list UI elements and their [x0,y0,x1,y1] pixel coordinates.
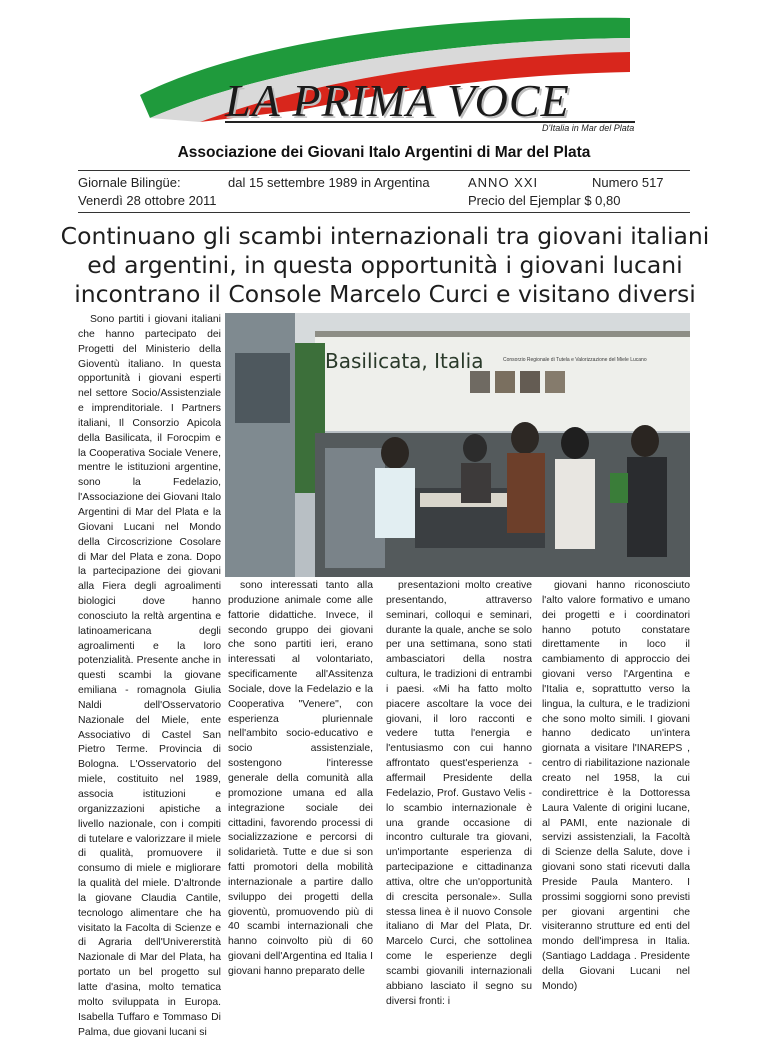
article-photo [225,313,690,577]
price: Precio del Ejemplar $ 0,80 [468,193,621,208]
article-text-col3: presentazioni molto creative presentando, attraverso seminari, colloqui e seminari, durante la quale, anche se solo per una settimana, sono stati ambasciatori della nostra cultura, le tradizioni di entrambi i paesi. «Mi ha fatto molto piacere ascoltare la voce dei giovani, il loro racconti e vedere tutta l'energia e l'entusiasmo con cui hanno affrontato quest'esperienza - affermail Presidente della Fedelazio, Prof. Gustavo Velis - lo scambio internazionale è una grande occasione di incontro culturale tra giovani, un'importante esperienza di partecipazione e cittadinanza attiva, oltre che un'opportunità di crescita personale». Sulla stessa linea è il nuovo Console italiano di Mar del Plata, Dr. Marcelo Curci, che sottolinea come le esperienze degli scambi giovanili internazionali abbiano lasciato il segno su diversi fronti: i [386,580,532,1007]
founded-since: dal 15 settembre 1989 in Argentina [228,175,430,190]
organization-title: Associazione dei Giovani Italo Argentini di Mar del Plata [177,144,591,161]
article-column-2 [228,579,373,977]
masthead [0,0,768,140]
logo-tagline: D'Italia in Mar del Plata [542,123,635,133]
issue-number: Numero 517 [592,175,664,190]
article-text-col4: giovani hanno riconosciuto l'alto valore formativo e umano dei progetti e i coordinatori hanno potuto constatare direttamente in loco il cambiamento di approccio dei giovani verso l'Argentina e l'Italia e, soprattutto verso la lingua, la cultura, e le tradizioni che sono molto simili. I giovani hanno dedicato un'intera giornata a visitare l'INAREPS , centro di riabilitazione nazionale creato nel 1958, la cui condirettrice è la Dottoressa Laura Valente di origini lucane, al PAMI, ente nazionale di servizi assistenziali, la Facoltà di Scienze della Salute, dove i giovani sono stati ricevuti dalla Preside Paula Mantero. I prossimi soggiorni sono previsti per giovani argentini che visiteranno strutture ed enti del mondo dell'impresa in Italia. (Santiago Laddaga . Presidente della Giovani Lucani nel Mondo) [542,580,690,992]
bottom-rule [78,212,690,213]
headline: Continuano gli scambi internazionali tra giovani italiani ed argentini, in questa opportunità i giovani lucani incontrano il Console Marcelo Curci e visitano diversi [60,222,710,308]
paper-type: Giornale Bilingüe: [78,175,181,190]
issue-date: Venerdì 28 ottobre 2011 [78,193,217,208]
article-column-4 [542,579,690,992]
article-text-col1: Sono partiti i giovani italiani che hanno partecipato dei Progetti del Ministerio della Gioventù italiano. In questa opportunità i giovani esperti nel settore Socio/Assistenziale e imprenditoriale. I Partners italiani, Il Consorzio Apicola della Basilicata, il Forocpim e la Cooperativa Sociale Venere, mentre le istituzioni argentine, sono la Fedelazio, l'Associazione dei Giovani Italo Argentini di Mar del Plata e la Giovani Lucani nel Mondo della Circoscrizione Cosolare di Mar del Plata e zona. Dopo la partecipazione dei giovani alla Fiera degli agroalimenti biologici dove hanno conosciuto la reltà argentina e latinoamericana degli agroalimenti e la loro potenzialità. Presente anche in questi scambi la giovane emiliana - romagnola Giulia Naldi dell'Osservatorio Nazionale del Miele, ente Associativo di Castel San Pietro Terme. Provincia di Bologna. L'Osservatorio del miele, costituito nel 1989, associa istituzioni e organizzazioni apistiche a livello nazionale, con i compiti di tutelare e valorizzare il miele di qualità, promuovere il consumo di miele e migliorare la qualità del miele. D'altronde la giovane Claudia Cantile, tecnologo alimentare che ha visitato la Facolta di Scienze e di Agraria dell'Univererstità Nazionale di Mar del Plata, ha portato un bel progetto sul latte d'asina, molto tematica molto sviluppata in Europa. Isabella Tuffaro e Tommaso Di Palma, due giovani lucani si [78,314,221,1038]
article-text-col2: sono interessati tanto alla produzione animale come alle fattorie didattiche. Invece, il secondo gruppo dei giovani che sono partiti ieri, erano interessati al volontariato, specificamente all'Assitenza Sociale, dove la Fedelazio e la Cooperativa "Venere", con esperienza pluriennale nell'ambito socio-educativo e socio assistenziale, sostengono l'interesse generale della comunità alla promozione umana ed alla integrazione sociale dei cittadini, favorendo processi di socializzazione e percorsi di solidarietà. Tutte e due si son fatti promotori della mobilità internazionale a partire dallo sviluppo dei progetti della gioventù, promuovendo più di 40 scambi internazionali che hanno coinvolto più di 60 giovani dell'Argentina ed Italia I giovani hanno preparato delle [228,580,373,977]
photo-banner-main: Basilicata, Italia [325,349,484,373]
article-column-1 [78,313,221,1038]
article-column-3 [386,579,532,1007]
photo-banner-sub: Consorzio Regionale di Tutela e Valorizzazione del Miele Lucano [503,357,647,363]
year-label: ANNO XXI [468,175,539,190]
top-rule [78,170,690,171]
logo: LA PRIMA VOCE [225,75,570,126]
